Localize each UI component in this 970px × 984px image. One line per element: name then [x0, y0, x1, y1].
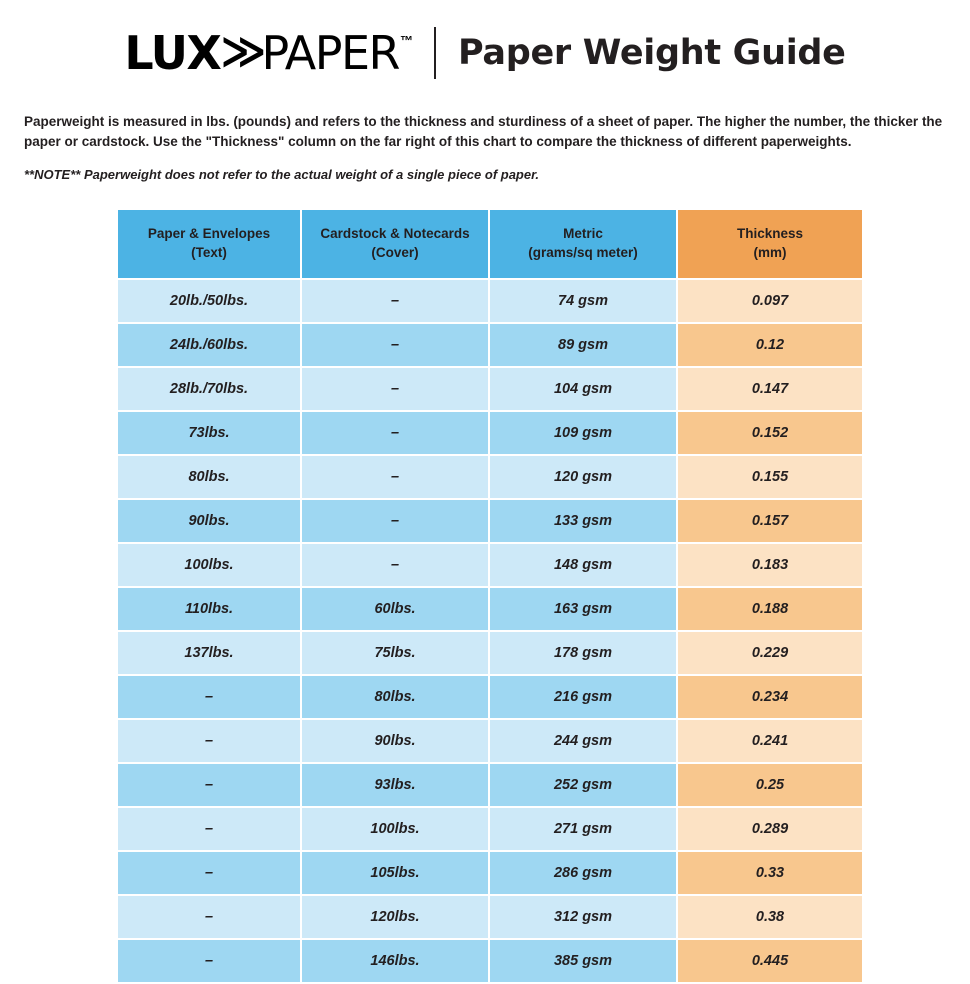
cell-cardstock-notecards: – [302, 280, 488, 322]
cell-thickness: 0.152 [678, 412, 862, 454]
table-row [118, 588, 862, 630]
column-header-cardstock-notecards [302, 210, 488, 278]
cell-paper-envelopes: 137lbs. [118, 632, 300, 674]
cell-metric: 133 gsm [490, 500, 676, 542]
table-row [118, 852, 862, 894]
cell-metric: 385 gsm [490, 940, 676, 982]
luxpaper-logo [124, 26, 412, 80]
cell-metric: 216 gsm [490, 676, 676, 718]
cell-cardstock-notecards: 100lbs. [302, 808, 488, 850]
table-row [118, 500, 862, 542]
table-row [118, 896, 862, 938]
cell-thickness: 0.188 [678, 588, 862, 630]
column-header-paper-envelopes [118, 210, 300, 278]
cell-paper-envelopes: – [118, 808, 300, 850]
cell-thickness: 0.147 [678, 368, 862, 410]
cell-metric: 120 gsm [490, 456, 676, 498]
table-row [118, 324, 862, 366]
column-header-line1: Paper & Envelopes [147, 226, 271, 242]
cell-paper-envelopes: 28lb./70lbs. [118, 368, 300, 410]
cell-paper-envelopes: – [118, 896, 300, 938]
cell-paper-envelopes: 100lbs. [118, 544, 300, 586]
cell-thickness: 0.183 [678, 544, 862, 586]
paper-weight-table-wrapper [0, 208, 970, 984]
cell-paper-envelopes: 110lbs. [118, 588, 300, 630]
cell-cardstock-notecards: 146lbs. [302, 940, 488, 982]
table-header-row [118, 210, 862, 278]
table-row [118, 368, 862, 410]
cell-cardstock-notecards: 90lbs. [302, 720, 488, 762]
column-header-line2: (Text) [191, 244, 227, 260]
logo-chevron-icon: ≫ [220, 26, 261, 77]
cell-metric: 312 gsm [490, 896, 676, 938]
cell-metric: 109 gsm [490, 412, 676, 454]
cell-metric: 286 gsm [490, 852, 676, 894]
cell-paper-envelopes: 24lb./60lbs. [118, 324, 300, 366]
cell-thickness: 0.229 [678, 632, 862, 674]
cell-cardstock-notecards: 80lbs. [302, 676, 488, 718]
cell-thickness: 0.38 [678, 896, 862, 938]
cell-metric: 104 gsm [490, 368, 676, 410]
cell-metric: 178 gsm [490, 632, 676, 674]
cell-thickness: 0.25 [678, 764, 862, 806]
table-row [118, 720, 862, 762]
table-row [118, 544, 862, 586]
column-header-line2: (grams/sq meter) [528, 244, 638, 260]
cell-cardstock-notecards: – [302, 324, 488, 366]
cell-paper-envelopes: – [118, 764, 300, 806]
cell-cardstock-notecards: 93lbs. [302, 764, 488, 806]
page-header [0, 0, 970, 84]
cell-cardstock-notecards: – [302, 368, 488, 410]
table-head [118, 210, 862, 278]
cell-cardstock-notecards: – [302, 544, 488, 586]
cell-thickness: 0.241 [678, 720, 862, 762]
cell-paper-envelopes: 90lbs. [118, 500, 300, 542]
column-header-metric [490, 210, 676, 278]
intro-note: **NOTE** Paperweight does not refer to the actual weight of a single piece of paper. [24, 166, 540, 182]
cell-paper-envelopes: – [118, 720, 300, 762]
cell-thickness: 0.097 [678, 280, 862, 322]
cell-thickness: 0.12 [678, 324, 862, 366]
column-header-line2: (mm) [753, 244, 787, 260]
cell-cardstock-notecards: 60lbs. [302, 588, 488, 630]
table-row [118, 676, 862, 718]
cell-cardstock-notecards: – [302, 456, 488, 498]
cell-cardstock-notecards: – [302, 500, 488, 542]
table-row [118, 280, 862, 322]
table-row [118, 808, 862, 850]
cell-metric: 252 gsm [490, 764, 676, 806]
cell-thickness: 0.157 [678, 500, 862, 542]
trademark-symbol: ™ [400, 33, 412, 48]
cell-paper-envelopes: – [118, 676, 300, 718]
cell-cardstock-notecards: 75lbs. [302, 632, 488, 674]
cell-paper-envelopes: 73lbs. [118, 412, 300, 454]
cell-thickness: 0.289 [678, 808, 862, 850]
table-row [118, 632, 862, 674]
cell-paper-envelopes: 20lb./50lbs. [118, 280, 300, 322]
table-row [118, 412, 862, 454]
column-header-line1: Metric [563, 226, 603, 242]
table-row [118, 940, 862, 982]
cell-paper-envelopes: – [118, 852, 300, 894]
cell-paper-envelopes: 80lbs. [118, 456, 300, 498]
cell-thickness: 0.155 [678, 456, 862, 498]
header-divider [434, 27, 436, 79]
cell-metric: 148 gsm [490, 544, 676, 586]
paper-weight-table [116, 208, 864, 984]
column-header-line2: (Cover) [371, 244, 419, 260]
intro-paragraph: Paperweight is measured in lbs. (pounds) and refers to the thickness and sturdiness of a sheet of paper. The higher the number, the thicker the paper or cardstock. Use the "Thickness" column on the far right of this chart to compare the thickness of different paperweights. [24, 114, 943, 150]
cell-paper-envelopes: – [118, 940, 300, 982]
logo-paper-text: PAPER [261, 26, 399, 80]
cell-thickness: 0.445 [678, 940, 862, 982]
column-header-thickness [678, 210, 862, 278]
cell-metric: 163 gsm [490, 588, 676, 630]
column-header-line1: Thickness [736, 226, 804, 242]
table-row [118, 456, 862, 498]
page-title: Paper Weight Guide [458, 32, 846, 73]
table-body [118, 280, 862, 982]
column-header-line1: Cardstock & Notecards [320, 226, 470, 242]
cell-metric: 244 gsm [490, 720, 676, 762]
cell-cardstock-notecards: 120lbs. [302, 896, 488, 938]
cell-cardstock-notecards: – [302, 412, 488, 454]
logo-lux-text: LUX [124, 26, 221, 80]
table-row [118, 764, 862, 806]
cell-metric: 89 gsm [490, 324, 676, 366]
cell-thickness: 0.234 [678, 676, 862, 718]
cell-cardstock-notecards: 105lbs. [302, 852, 488, 894]
cell-metric: 271 gsm [490, 808, 676, 850]
cell-metric: 74 gsm [490, 280, 676, 322]
cell-thickness: 0.33 [678, 852, 862, 894]
